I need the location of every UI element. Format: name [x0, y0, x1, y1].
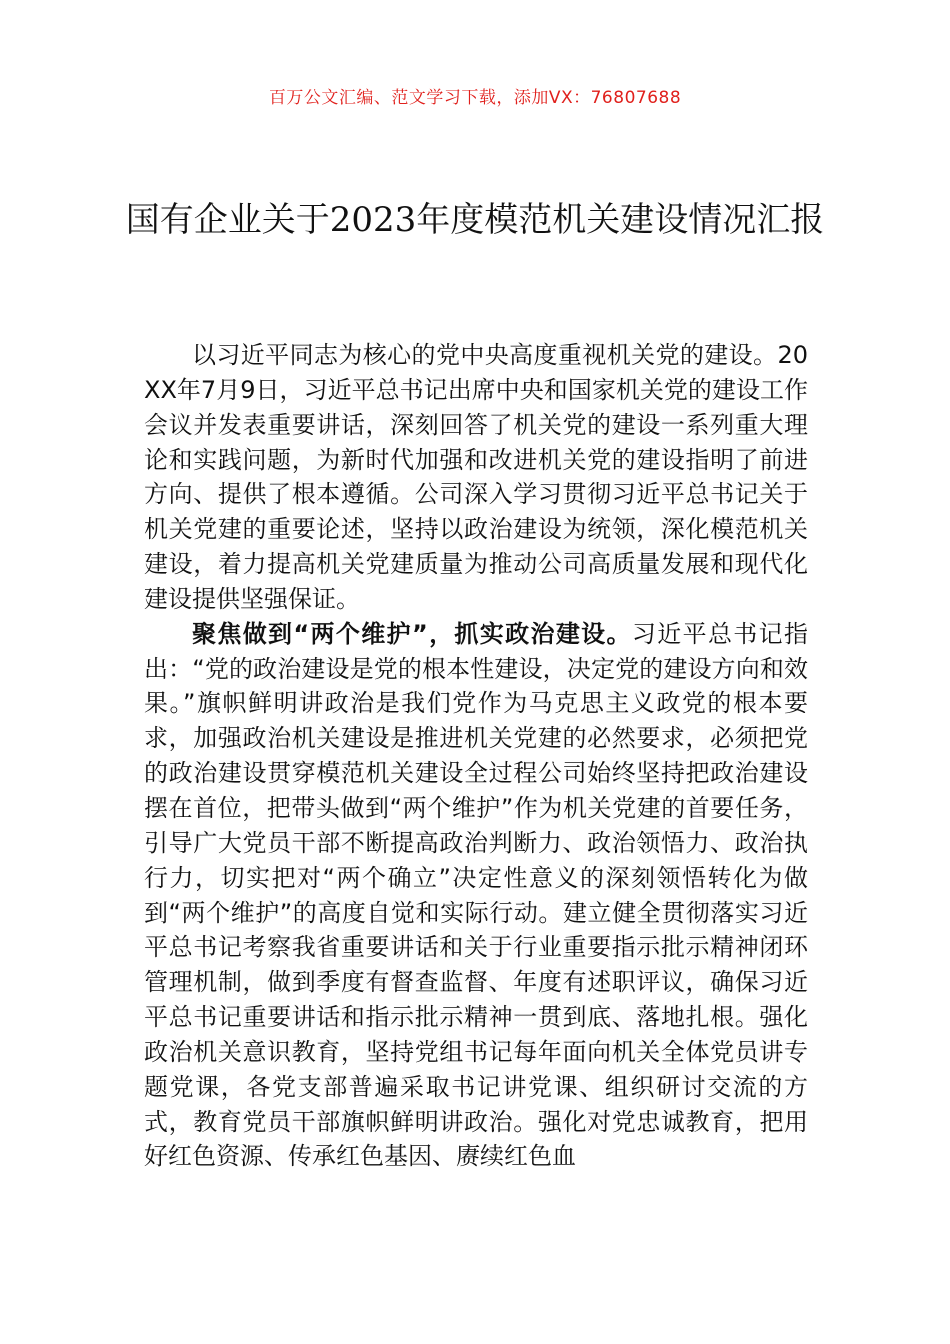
paragraph-intro: [144, 338, 808, 617]
paragraph-intro-text: 以习近平同志为核心的党中央高度重视机关党的建设。20XX年7月9日，习近平总书记出席中央和国家机关党的建设工作会议并发表重要讲话，深刻回答了机关党的建设一系列重大理论和实践问题，为新时代加强和改进机关党的建设指明了前进方向、提供了根本遵循。公司深入学习贯彻习近平总书记关于机关党建的重要论述，坚持以政治建设为统领，深化模范机关建设，着力提高机关党建质量为推动公司高质量发展和现代化建设提供坚强保证。: [144, 341, 808, 613]
document-body: [144, 338, 808, 1174]
paragraph-political-construction-text: 习近平总书记指出：“党的政治建设是党的根本性建设，决定党的建设方向和效果。”旗帜鲜明讲政治是我们党作为马克思主义政党的根本要求，加强政治机关建设是推进机关党建的必然要求，必须把党的政治建设贯穿模范机关建设全过程公司始终坚持把政治建设摆在首位，把带头做到“两个维护”作为机关党建的首要任务，引导广大党员干部不断提高政治判断力、政治领悟力、政治执行力，切实把对“两个确立”决定性意义的深刻领悟转化为做到“两个维护”的高度自觉和实际行动。建立健全贯彻落实习近平总书记考察我省重要讲话和关于行业重要指示批示精神闭环管理机制，做到季度有督查监督、年度有述职评议，确保习近平总书记重要讲话和指示批示精神一贯到底、落地扎根。强化政治机关意识教育，坚持党组书记每年面向机关全体党员讲专题党课，各党支部普遍采取书记讲党课、组织研讨交流的方式，教育党员干部旗帜鲜明讲政治。强化对党忠诚教育，把用好红色资源、传承红色基因、赓续红色血: [144, 619, 809, 1171]
document-title: 国有企业关于2023年度模范机关建设情况汇报: [125, 200, 825, 240]
header-watermark-note: 百万公文汇编、范文学习下载，添加VX：76807688: [268, 88, 682, 108]
paragraph-lead-heading: 聚焦做到“两个维护”，抓实政治建设。: [192, 619, 632, 648]
paragraph-political-construction: [144, 617, 808, 1175]
